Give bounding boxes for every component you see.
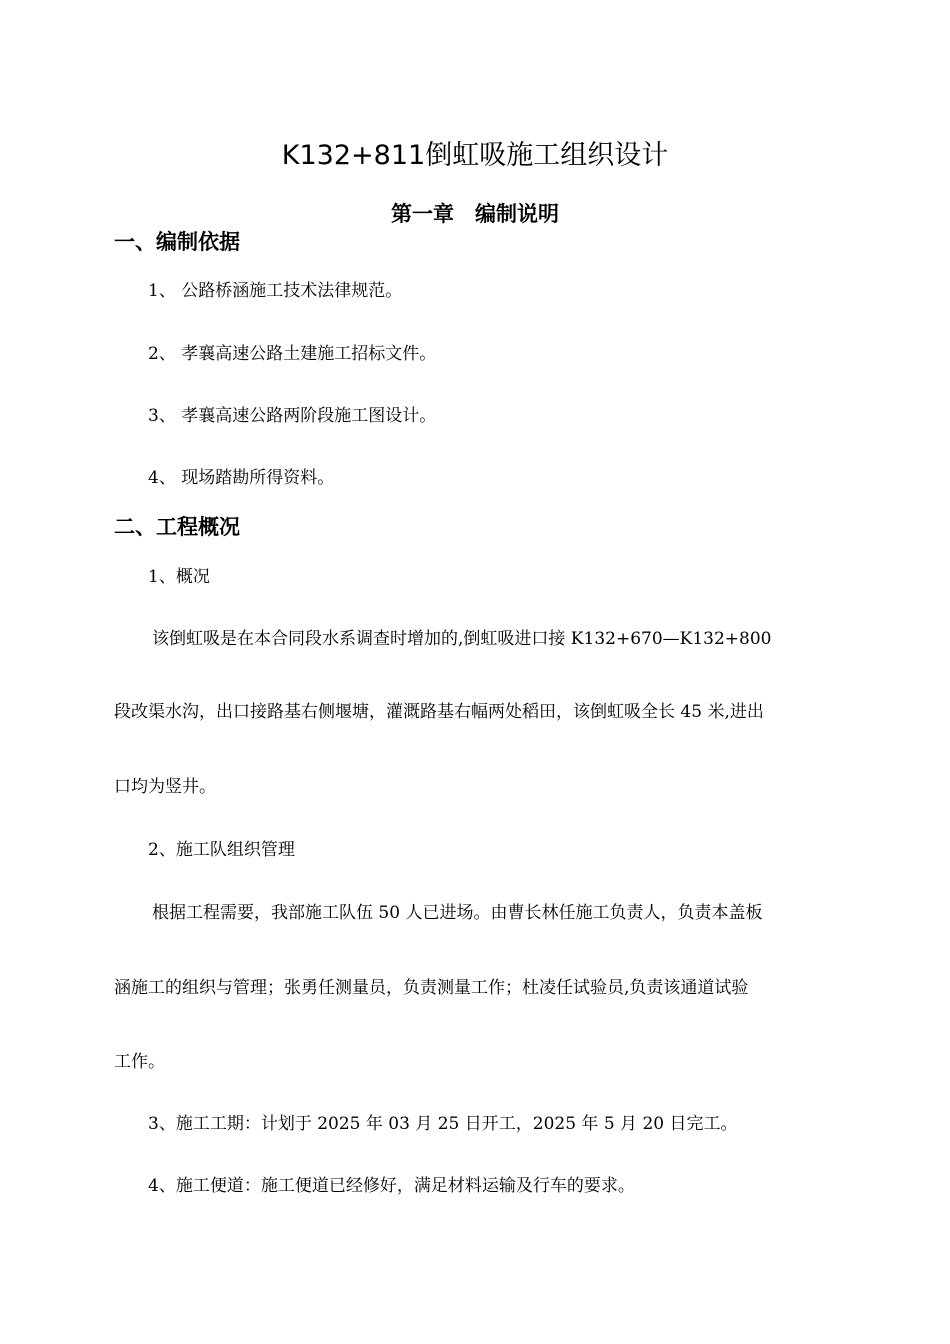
chapter-heading: 第一章 编制说明 <box>391 202 559 226</box>
overview-sub1-title: 1、概况 <box>148 567 210 587</box>
basis-item-1: 1、 公路桥涵施工技术法律规范。 <box>148 281 403 301</box>
access-road-line: 4、施工便道：施工便道已经修好，满足材料运输及行车的要求。 <box>148 1176 635 1196</box>
basis-item-4: 4、 现场踏勘所得资料。 <box>148 468 335 488</box>
overview-paragraph-line: 段改渠水沟，出口接路基右侧堰塘，灌溉路基右幅两处稻田，该倒虹吸全长 45 米,进出 <box>114 702 764 722</box>
team-paragraph-line: 涵施工的组织与管理；张勇任测量员，负责测量工作；杜凌任试验员,负责该通道试验 <box>114 978 749 998</box>
section-heading-overview: 二、工程概况 <box>114 515 240 539</box>
team-paragraph-line: 根据工程需要，我部施工队伍 50 人已进场。由曹长林任施工负责人，负责本盖板 <box>152 903 763 923</box>
schedule-line: 3、施工工期：计划于 2025 年 03 月 25 日开工，2025 年 5 月 20 日完工。 <box>148 1114 738 1134</box>
overview-paragraph-line: 该倒虹吸是在本合同段水系调查时增加的,倒虹吸进口接 K132+670—K132+800 <box>152 629 772 649</box>
basis-item-3: 3、 孝襄高速公路两阶段施工图设计。 <box>148 406 437 426</box>
section-heading-basis: 一、编制依据 <box>114 230 240 254</box>
overview-paragraph-line: 口均为竖井。 <box>114 777 216 797</box>
team-paragraph-line: 工作。 <box>114 1052 165 1072</box>
overview-sub2-title: 2、施工队组织管理 <box>148 840 295 860</box>
basis-item-2: 2、 孝襄高速公路土建施工招标文件。 <box>148 344 437 364</box>
document-title: K132+811倒虹吸施工组织设计 <box>281 140 669 171</box>
